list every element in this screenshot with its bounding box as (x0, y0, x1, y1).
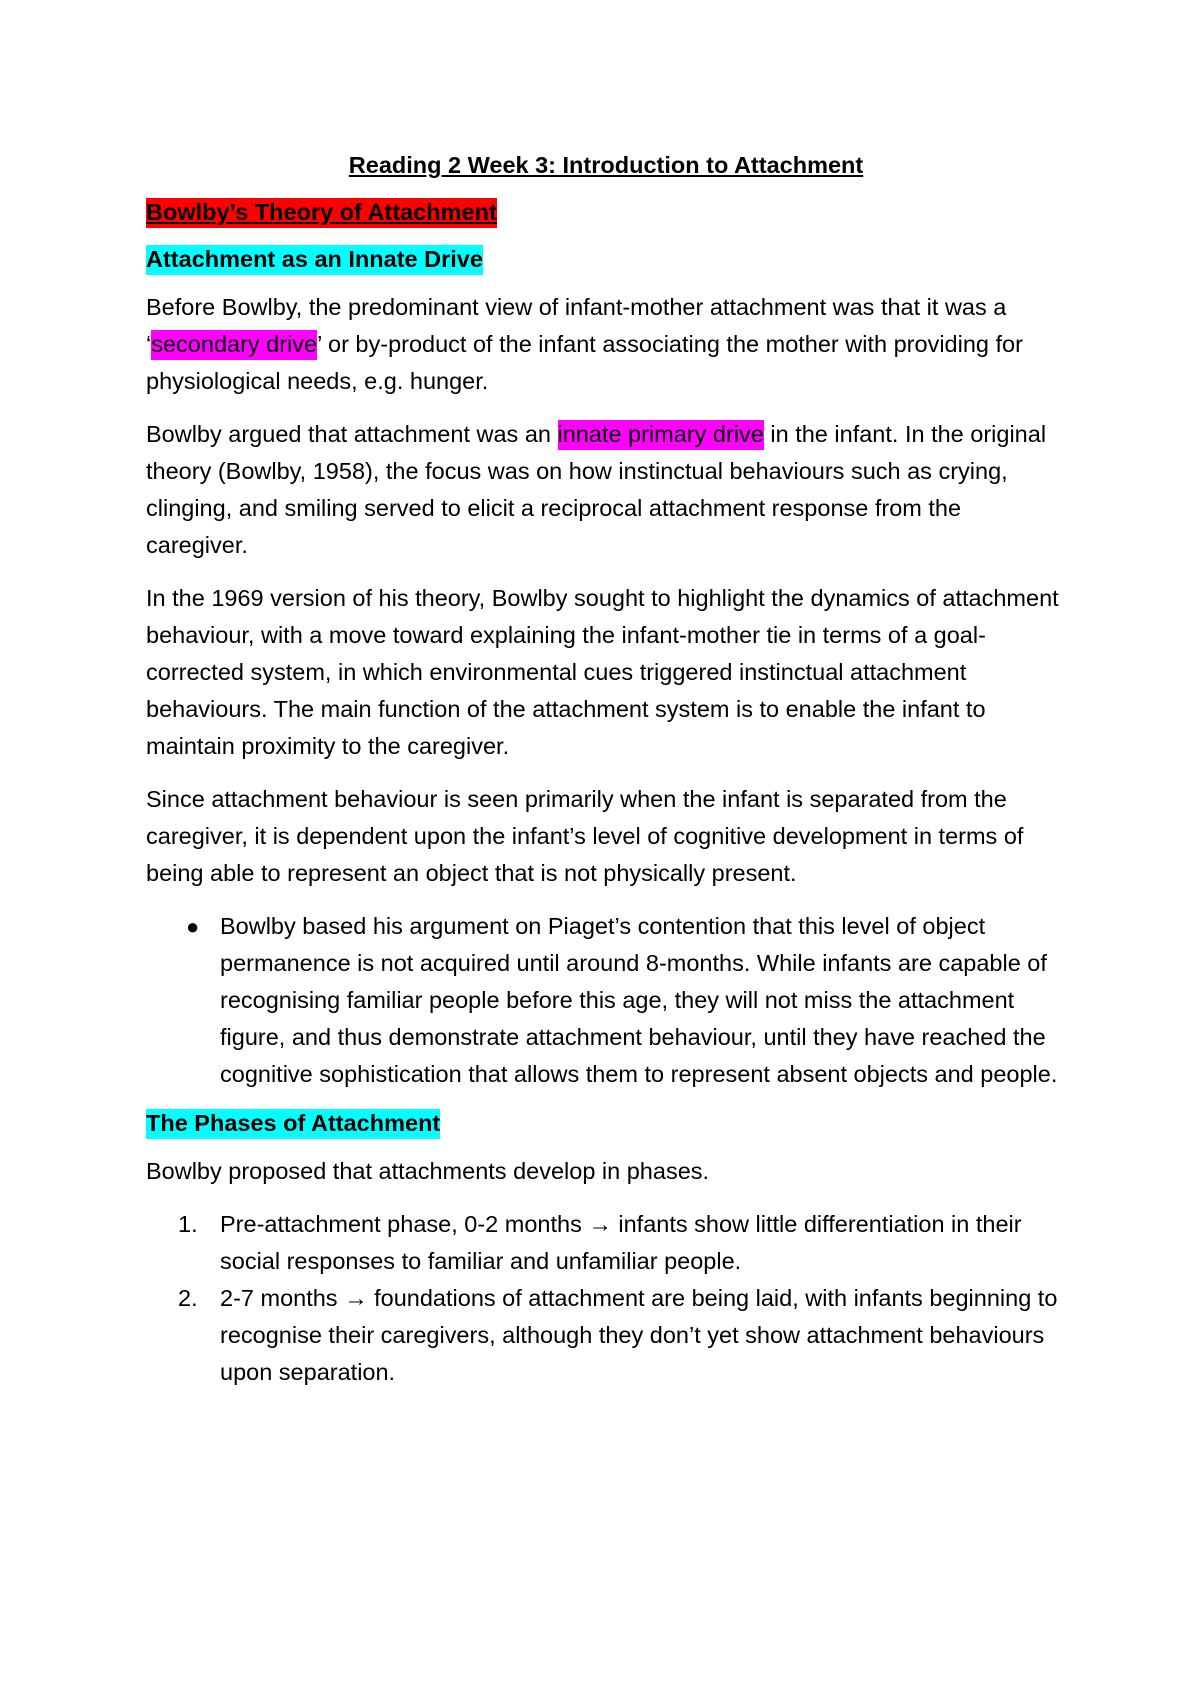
phases-list (146, 1206, 1066, 1391)
section-heading (146, 195, 1066, 229)
phase-description: foundations of attachment are being laid, with infants beginning to recognise their caregivers, although they don’t yet show attachment behaviours upon separation. (220, 1285, 1058, 1385)
list-item (146, 908, 1066, 1093)
paragraph-before-bowlby-text: Before Bowlby, the predominant view of infant-mother attachment was that it was a ‘ (146, 294, 1007, 357)
subheading-phases (146, 1106, 1066, 1140)
bullet-text: Bowlby based his argument on Piaget’s contention that this level of object permanence is not acquired until around 8-months. While infants are capable of recognising familiar people before this age, they will not miss the attachment figure, and thus demonstrate attachment behaviour, until they have reached the cognitive sophistication that allows them to represent absent objects and people. (220, 913, 1058, 1087)
highlight-secondary-drive: secondary drive (151, 330, 317, 360)
right-arrow-icon: → (588, 1211, 612, 1237)
list-item (146, 1280, 1066, 1391)
section-heading-text: Bowlby’s Theory of Attachment (146, 198, 497, 228)
paragraph-before-bowlby-rest: ’ or by-product of the infant associating the mother with providing for physiological needs, e.g. hunger. (146, 331, 1023, 394)
paragraph-bowlby-argued-text: Bowlby argued that attachment was an (146, 421, 558, 447)
paragraph-1969-version: In the 1969 version of his theory, Bowlby sought to highlight the dynamics of attachment behaviour, with a move toward explaining the infant-mother tie in terms of a goal-corrected system, in which environmental cues triggered instinctual attachment behaviours. The main function of the attachment system is to enable the infant to maintain proximity to the caregiver. (146, 585, 1059, 759)
right-arrow-icon: → (344, 1285, 368, 1311)
phase-text: 2-7 months (220, 1285, 345, 1311)
list-number: 2. (178, 1285, 198, 1311)
paragraph-phases-intro: Bowlby proposed that attachments develop in phases. (146, 1158, 710, 1184)
paragraph-bowlby-argued (146, 416, 1066, 564)
paragraph-bowlby-argued-rest: in the infant. In the original theory (Bowlby, 1958), the focus was on how instinctual behaviours such as crying, clinging, and smiling served to elicit a reciprocal attachment response from the caregiver. (146, 421, 1047, 558)
highlight-innate-primary-drive: innate primary drive (558, 420, 764, 450)
document-page (146, 148, 1066, 1391)
phase-text: Pre-attachment phase, 0-2 months (220, 1211, 589, 1237)
bullet-list (146, 908, 1066, 1093)
phase-description: infants show little differentiation in their social responses to familiar and unfamiliar people. (220, 1211, 1022, 1274)
list-number: 1. (178, 1211, 198, 1237)
paragraph-separation: Since attachment behaviour is seen primarily when the infant is separated from the caregiver, it is dependent upon the infant’s level of cognitive development in terms of being able to represent an object that is not physically present. (146, 786, 1024, 886)
bullet-dot-icon: ● (186, 914, 200, 939)
subheading-phases-text: The Phases of Attachment (146, 1109, 440, 1139)
list-item (146, 1206, 1066, 1280)
document-title: Reading 2 Week 3: Introduction to Attachment (348, 152, 864, 178)
paragraph-before-bowlby (146, 289, 1066, 400)
subheading-innate-drive-text: Attachment as an Innate Drive (146, 245, 483, 275)
subheading-innate-drive (146, 242, 1066, 276)
